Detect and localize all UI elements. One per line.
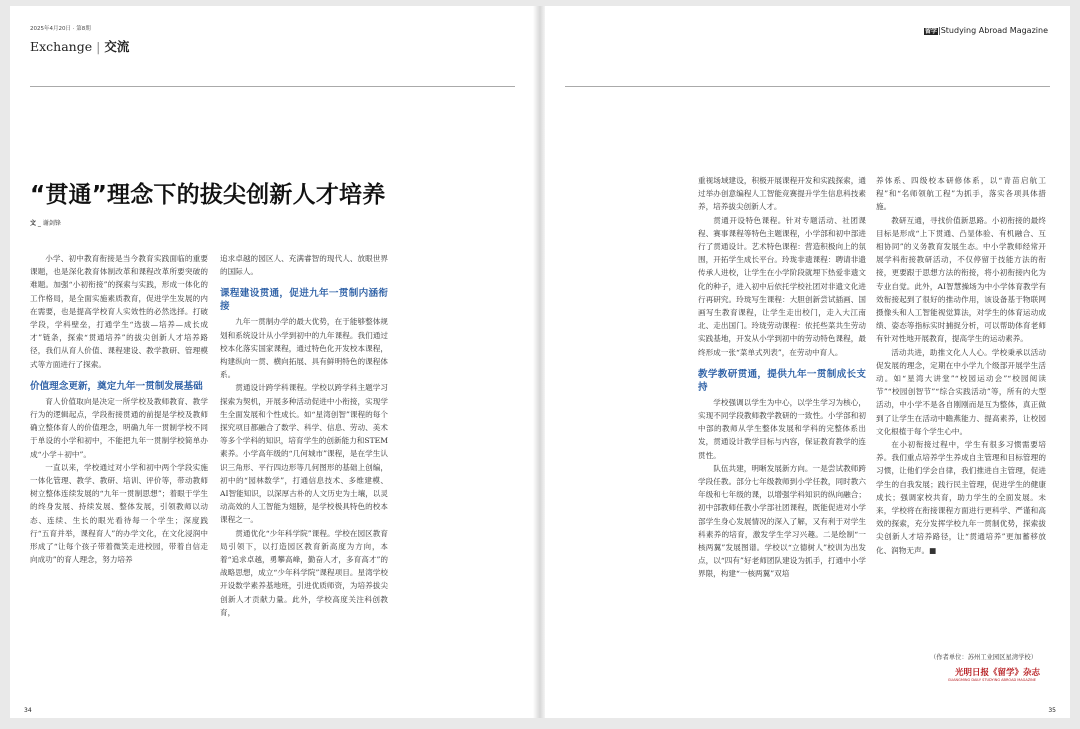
section-heading: 教学教研贯通，提供九年一贯制成长支持	[698, 368, 866, 393]
section-header	[30, 37, 129, 55]
body-paragraph: 养体系、四级校本研修体系，以“青苗启航工程”和“名师领航工程”为抓手，落实各项具体措施。	[876, 176, 1046, 212]
article-title: “贯通”理念下的拔尖创新人才培养	[30, 182, 386, 208]
body-paragraph: 九年一贯制办学的最大优势，在于能够整体规划和系统设计从小学到初中的九年课程。我们通过校本化落实国家课程，通过特色化开发校本课程，构建纵向一贯、横向拓展、具有鲜明特色的课程体系。	[220, 317, 388, 380]
page-number-left: 34	[24, 707, 32, 714]
author-name: 谢剑锋	[42, 220, 61, 227]
author-label: 文	[30, 220, 37, 227]
author-unit: （作者单位：苏州工业园区星湾学校）	[929, 654, 1037, 661]
body-paragraph: 育人价值取向是决定一所学校及教师教育、教学行为的逻辑起点，学段衔接贯通的前提是学校及教师确立整体育人的价值理念，明确九年一贯制学校不同于单设的小学和初中，不能把九年一贯制学校简单办成“小学＋初中”。	[30, 396, 208, 459]
column-2	[208, 252, 388, 692]
header-rule	[30, 86, 515, 87]
column-4	[876, 174, 1046, 654]
column-3	[698, 174, 866, 690]
right-page	[545, 6, 1070, 718]
body-paragraph: 活动共进，助推文化人人心。学校秉承以活动促发展的理念，定期在中小学九个级部开展学生活动。如“星湾大讲堂”“校园运动会”“校园阅读节”“校园创智节”“综合实践活动”等，所有的大型活动，中小学不是各自刚刚而是互为整体，真正做到了让学生在活动中瞻燕能力、提高素养，让校园文化根植于每个学生心中。	[876, 347, 1046, 436]
header-rule-right	[565, 86, 1050, 87]
page-number-right: 35	[1048, 707, 1056, 714]
section-en: Exchange	[30, 39, 93, 54]
magazine-name: Studying Abroad Magazine	[940, 26, 1048, 35]
section-cn: 交流	[104, 39, 130, 54]
body-paragraph: 一直以来，学校通过对小学和初中两个学段实施一体化管理、教学、教研、培训、评价等，带动教师树立整体连续发展的“九年一贯制思想”；着眼于学生的终身发展、持续发展、整体发展，引领教师以动态、连续、生长的眼光看待每一个学生；深度践行“五育并举，课程育人”的办学文化，在文化浸润中形成了“让每个孩子带着微笑走进校园，带着自信走向成功”的育人理念，努力培养	[30, 462, 208, 565]
body-paragraph: 小学、初中教育衔接是当今教育实践面临的重要课题，也是深化教育体制改革和课程改革所要突破的难题。加强“小初衔接”的探索与实践，形成一体化的工作格局，是全面实施素质教育，促进学生发展的内在需要，也是提高学校育人实效性的必然选择。打破学段，学科壁垒，打通学生“选拔—培养—成长成才”链条，探索“贯通培养”的拔尖创新人才培养路径，我们从育人价值、课程建设、教学教研、管理模式等方面进行了探索。	[30, 254, 208, 369]
author-byline: 文 _ 谢剑锋	[30, 220, 61, 227]
body-paragraph: 追求卓越的园区人、充满睿智的现代人、放眼世界的国际人。	[220, 254, 388, 277]
body-paragraph: 重视场域建设，积极开展课程开发和实践探索，通过举办创意编程人工智能竞赛提升学生信息科技素养，培养拔尖创新人才。	[698, 176, 866, 212]
magazine-badge: 留学	[924, 28, 937, 35]
body-paragraph: 队伍共建，明晰发展新方向。一是尝试教师跨学段任教。部分七年级教师到小学任教，同时教六年级和七年级的课，以增强学科知识的纵向融合；初中部教师任教小学部社团课程，既能促进对小学部学生身心发展情况的深入了解，又有利于对学生科素养的培育，激发学生学习兴趣。二是绘制“一核两翼”发展图谱。学校以“立德树人”校训为出发点，以“四有”好老师团队建设为抓手，打通中小学界限，构建“一核两翼”双培	[698, 463, 866, 579]
body-paragraph: 贯通优化“少年科学院”课程。学校在园区教育局引领下，以打造园区教育新高度为方向，本着“追求卓越，勇攀高峰，勤奋人才，多育高才”的战略思想，成立“少年科学院”课程项目。星湾学校开设数学素养基地班，引进优质师资，为培养拔尖创新人才贡献力量。此外，学校高度关注科创教育，	[220, 528, 388, 617]
section-heading: 价值理念更新，奠定九年一贯制发展基础	[30, 380, 203, 392]
body-paragraph: 教研互通，寻找价值新思路。小初衔接的最终目标是形成“上下贯通、凸显体验、有机融合、互相协同”的义务教育发展生态。中小学教师经常开展学科衔接教研活动，不仅停留于技能方法的衔接，更要跟于思想方法的衔接，将小初衔接内化为专业自觉。此外，AI智慧操场为中小学体育教学有效衔接起到了很好的推动作用，该设备基于物联网摄像头和人工智能视觉算法，对学生的体育运动成绩、姿态等指标实时捕捉分析，可以帮助体育老师有针对性地开展教育，提高学生的运动素养。	[876, 215, 1046, 344]
column-1	[30, 252, 208, 692]
body-paragraph: 贯通开设特色课程。针对专题活动、社团课程、赛事课程等特色主题课程，小学部和初中部进行了贯通设计。艺术特色课程：营造积极向上的氛围，开拓学生成长平台。玲珑非遗课程：聘请非遗传承人进校，让学生在小学阶段就埋下热爱非遗文化的种子，进入初中后依托学校社团对非遗文化进行再研究。玲珑写生课程：大胆创新尝试插画、国画写生教育课程，让学生走出校门，走入大江南北、走出国门。玲珑劳动课程：依托些菜共生劳动实践基地，开发从小学到初中的劳动特色课程，最终形成一张“菜单式列表”，在劳动中育人。	[698, 215, 866, 357]
section-heading: 课程建设贯通，促进九年一贯制内涵衔接	[220, 288, 388, 313]
magazine-logo-sub: GUANGMING DAILY STUDYING ABROAD MAGAZINE	[947, 678, 1036, 682]
magazine-logo: 光明日报《留学》杂志	[954, 668, 1040, 678]
body-paragraph: 在小初衔接过程中，学生有很多习惯需要培养。我们重点培养学生养成自主管理和目标管理的习惯，让他们学会自律，我们推进自主管理，促进学生的自我发展；践行民主管理，促进学生的健康成长；强调家校共育，助力学生的全面发展。未来，学校将在衔接课程方面进行更科学、严谨和高效的探索，充分发挥学校九年一贯制优势，探索拔尖创新人才培养路径，让“贯通培养”更加蓄移放化、润物无声。■	[876, 440, 1046, 555]
body-paragraph: 学校强调以学生为中心，以学生学习为核心，实现不同学段教师教学教研的一致性。小学部和初中部的教师从学生整体发展和学科的完整体系出发，贯通设计教学目标与内容，保证教育教学的连贯性。	[698, 397, 866, 460]
left-page	[10, 6, 535, 718]
section-divider: |	[96, 39, 101, 54]
issue-date: 2025年4月20日 · 第8期	[30, 26, 91, 32]
body-paragraph: 贯通设计跨学科课程。学校以跨学科主题学习探索为契机，开展多种活动促进中小衔接，实现学生全面发展和个性成长。如“星湾创智”课程的每个探究项目都融合了数学、科学、信息、劳动、美术等多个学科的知识，培育学生的创新能力和STEM素养。小学高年级的“几何城市”课程，是在学生认识三角形、平行四边形等几何图形的基础上创编，初中的“园林数学”，打通信息技术、多维建模、AI智能知识，以深厚古朴的人文历史为土壤，以灵动高效的人工智能为翅膀，是学校极具特色的校本课程之一。	[220, 383, 388, 525]
magazine-masthead: 留学|Studying Abroad Magazine	[924, 26, 1048, 35]
